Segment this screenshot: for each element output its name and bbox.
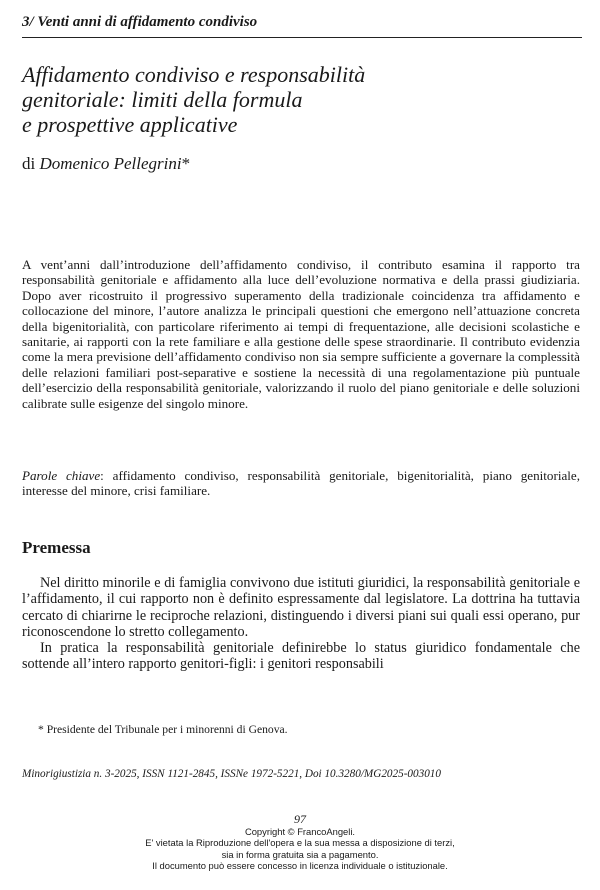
copyright-notice <box>0 826 600 872</box>
title-line: genitoriale: limiti della formula <box>22 87 303 112</box>
title-line: e prospettive applicative <box>22 112 238 137</box>
copyright-line: Il documento può essere concesso in licenza individuale o istituzionale. <box>152 860 448 872</box>
keywords-text: affidamento condiviso, responsabilità genitoriale, bigenitorialità, piano genitoriale, interesse del minore, crisi familiare. <box>22 468 580 499</box>
copyright-line: Copyright © FrancoAngeli. <box>244 826 356 837</box>
copyright-line: E' vietata la Riproduzione dell'opera e la sua messa a disposizione di terzi, <box>145 837 455 849</box>
page-number: 97 <box>294 812 306 826</box>
title-line: Affidamento condiviso e responsabilità <box>22 62 366 87</box>
byline-prefix: di <box>22 154 40 173</box>
article-title <box>22 62 582 137</box>
footnote: * Presidente del Tribunale per i minorenni di Genova. <box>38 723 288 736</box>
author-name: Domenico Pellegrini <box>39 154 182 173</box>
section-heading: Premessa <box>22 538 91 557</box>
body-text <box>22 575 580 673</box>
byline <box>22 154 190 174</box>
footnote-marker: * <box>181 154 191 173</box>
section-header: 3/ Venti anni di affidamento condiviso <box>22 14 258 30</box>
journal-citation: Minorigiustizia n. 3-2025, ISSN 1121-2845, ISSNe 1972-5221, Doi 10.3280/MG2025-003010 <box>22 768 441 780</box>
paragraph: In pratica la responsabilità genitoriale definirebbe lo status giuridico fondamentale che sottende all’intero rapporto genitori-figli: i genitori responsabili <box>22 640 580 673</box>
paragraph: Nel diritto minorile e di famiglia convivono due istituti giuridici, la responsabilità genitoriale e l’affidamento, il cui rapporto non è definito espressamente dal legislatore. La dottrina ha tuttavia cercato di chiarirne le reciproche relazioni, distinguendo i diversi piani sui quali essi operano, pur riconoscendone lo stretto collegamento. <box>22 575 580 640</box>
copyright-line: sia in forma gratuita sia a pagamento. <box>221 848 379 860</box>
header-rule <box>22 37 582 38</box>
keywords-separator: : <box>100 468 113 483</box>
keywords-label: Parole chiave <box>22 468 101 483</box>
abstract: A vent’anni dall’introduzione dell’affidamento condiviso, il contributo esamina il rapporto tra responsabilità genitoriale e affidamento alla luce dell’evoluzione normativa e della prassi giudiziaria. Dopo aver ricostruito il progressivo superamento della tradizionale coincidenza tra affidamento e collocazione del minore, l’autore analizza le principali questioni che emergono nell’attuazione concreta della bigenitorialità, con particolare riferimento ai tempi di frequentazione, alle decisioni scolastiche e sanitarie, ai rapporti con la rete familiare e alla gestione delle spese straordinarie. Il contributo evidenzia come la mera previsione dell’affidamento condiviso non sia sempre sufficiente a governare la complessità delle relazioni familiari post-separative e sostiene la necessità di una regolamentazione più puntuale dell’esercizio della responsabilità genitoriale, valorizzando il ruolo del piano genitoriale e delle soluzioni calibrate sulle esigenze del singolo minore. <box>22 257 580 411</box>
keywords <box>22 468 580 499</box>
